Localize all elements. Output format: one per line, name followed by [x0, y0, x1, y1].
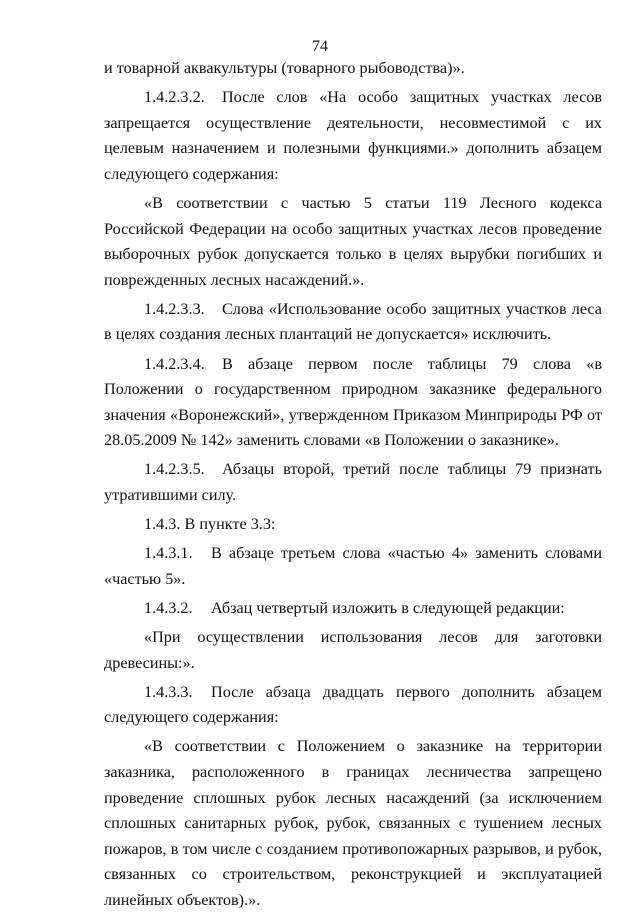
paragraph-text: 1.4.3. В пункте 3.3: — [144, 515, 276, 534]
paragraph-text: После абзаца двадцать первого дополнить абзацем следующего содержания: — [104, 682, 602, 727]
paragraph-number: 1.4.3.3. — [144, 682, 193, 701]
paragraph-number: 1.4.2.3.4. — [144, 354, 205, 373]
paragraph-1-4-3-2 — [104, 596, 602, 622]
paragraph-1-4-2-3-2 — [104, 85, 602, 187]
paragraph-text: Абзацы второй, третий после таблицы 79 признать утратившими силу. — [104, 460, 602, 504]
paragraph-text: В абзаце первом после таблицы 79 слова «в Положении о государственном природном заказнике федерального значения «Воронежский», утвержденном Приказом Минприроды РФ от 28.05.2009 № 142» заменить словами «в Положении о заказнике». — [104, 354, 602, 450]
document-body — [104, 56, 602, 914]
quoted-paragraph — [104, 625, 602, 676]
paragraph-number: 1.4.2.3.5. — [144, 460, 205, 479]
paragraph-text: «В соответствии с Положением о заказнике на территории заказника, расположенного в границах лесничества запрещено проведение сплошных рубок лесных насаждений (за исключением сплошных санитарных рубок, рубок, связанных с тушением лесных пожаров, в том числе с созданием противопожарных разрывов, и рубок, связанных со строительством, реконструкцией и эксплуатацией линейных объектов).». — [104, 737, 602, 909]
paragraph-number: 1.4.3.2. — [144, 598, 193, 617]
paragraph-1-4-2-3-5 — [104, 457, 602, 508]
paragraph-text: «При осуществлении использования лесов для заготовки древесины:». — [104, 627, 602, 672]
page-number: 74 — [312, 38, 328, 55]
paragraph-continuation — [104, 56, 602, 82]
quoted-paragraph — [104, 191, 602, 293]
paragraph-text: В абзаце третьем слова «частью 4» заменить словами «частью 5». — [104, 544, 602, 588]
paragraph-1-4-2-3-4 — [104, 352, 602, 454]
paragraph-1-4-3-3 — [104, 680, 602, 731]
paragraph-number: 1.4.3.1. — [144, 544, 193, 563]
paragraph-text: Слова «Использование особо защитных участков леса в целях создания лесных плантаций не допускается» исключить. — [104, 299, 602, 344]
paragraph-text: После слов «На особо защитных участках лесов запрещается осуществление деятельности, несовместимой с их целевым назначением и полезными функциями.» дополнить абзацем следующего содержания: — [104, 88, 602, 183]
paragraph-1-4-3 — [104, 512, 602, 538]
paragraph-1-4-2-3-3 — [104, 297, 602, 348]
paragraph-number: 1.4.2.3.3. — [144, 299, 205, 318]
quoted-paragraph — [104, 734, 602, 913]
paragraph-1-4-3-1 — [104, 541, 602, 592]
paragraph-number: 1.4.2.3.2. — [144, 88, 205, 107]
paragraph-text: и товарной аквакультуры (товарного рыбоводства)». — [104, 59, 465, 77]
paragraph-text: Абзац четвертый изложить в следующей редакции: — [211, 598, 565, 617]
paragraph-text: «В соответствии с частью 5 статьи 119 Лесного кодекса Российской Федерации на особо защитных участках лесов проведение выборочных рубок допускается только в целях вырубки погибших и поврежденных лесных насаждений.». — [104, 193, 602, 289]
